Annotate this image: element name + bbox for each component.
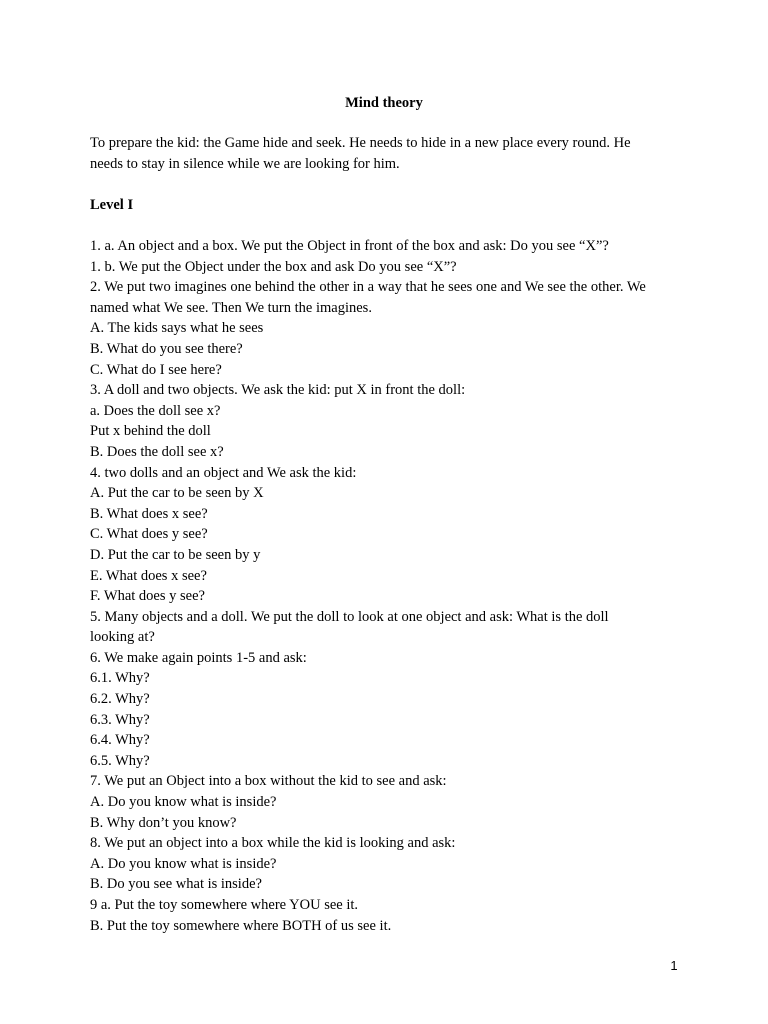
exercise-line: 8. We put an object into a box while the kid is looking and ask:: [90, 835, 456, 852]
exercise-line: 6.1. Why?: [90, 670, 150, 687]
exercise-line: B. Do you see what is inside?: [90, 876, 262, 893]
level-heading: Level I: [90, 197, 134, 213]
exercise-line: A. Do you know what is inside?: [90, 794, 277, 811]
exercise-line: C. What does y see?: [90, 526, 208, 543]
exercise-line: D. Put the car to be seen by y: [90, 546, 261, 563]
exercise-line: 9 a. Put the toy somewhere where YOU see it.: [90, 897, 359, 913]
exercise-line: B. What does x see?: [90, 505, 208, 522]
exercise-line: 6.2. Why?: [90, 691, 150, 708]
exercise-line: 3. A doll and two objects. We ask the kid: put X in front the doll:: [90, 382, 466, 399]
exercise-list: [90, 236, 690, 936]
exercise-line: E. What does x see?: [90, 567, 207, 584]
exercise-line: 1. b. We put the Object under the box and ask Do you see “X”?: [90, 258, 457, 275]
intro-line: To prepare the kid: the Game hide and seek. He needs to hide in a new place every round. He: [90, 135, 631, 151]
exercise-line: 2. We put two imagines one behind the other in a way that he sees one and We see the other. We: [90, 279, 646, 296]
exercise-line: looking at?: [90, 629, 155, 646]
intro-line: needs to stay in silence while we are looking for him.: [90, 155, 400, 172]
exercise-line: named what We see. Then We turn the imagines.: [90, 299, 372, 316]
exercise-line: 6. We make again points 1-5 and ask:: [90, 649, 307, 666]
exercise-line: Put x behind the doll: [90, 423, 211, 440]
exercise-line: 6.5. Why?: [90, 752, 150, 769]
exercise-line: 4. two dolls and an object and We ask the kid:: [90, 464, 357, 481]
exercise-line: B. What do you see there?: [90, 340, 243, 357]
exercise-line: 5. Many objects and a doll. We put the doll to look at one object and ask: What is the doll: [90, 608, 609, 625]
page-number: 1: [670, 958, 678, 973]
exercise-line: A. The kids says what he sees: [90, 320, 264, 337]
exercise-line: 6.4. Why?: [90, 732, 150, 749]
exercise-line: C. What do I see here?: [90, 361, 222, 378]
exercise-line: A. Put the car to be seen by X: [90, 485, 264, 502]
exercise-line: F. What does y see?: [90, 588, 205, 605]
exercise-line: 6.3. Why?: [90, 711, 150, 728]
exercise-line: B. Put the toy somewhere where BOTH of us see it.: [90, 917, 392, 934]
intro-paragraph: [90, 133, 690, 174]
exercise-line: 7. We put an Object into a box without the kid to see and ask:: [90, 773, 447, 790]
exercise-line: 1. a. An object and a box. We put the Object in front of the box and ask: Do you see “X”?: [90, 238, 609, 254]
exercise-line: B. Does the doll see x?: [90, 443, 224, 460]
exercise-line: B. Why don’t you know?: [90, 814, 237, 831]
exercise-line: a. Does the doll see x?: [90, 402, 221, 419]
exercise-line: A. Do you know what is inside?: [90, 855, 277, 872]
document-title: Mind theory: [345, 95, 423, 111]
